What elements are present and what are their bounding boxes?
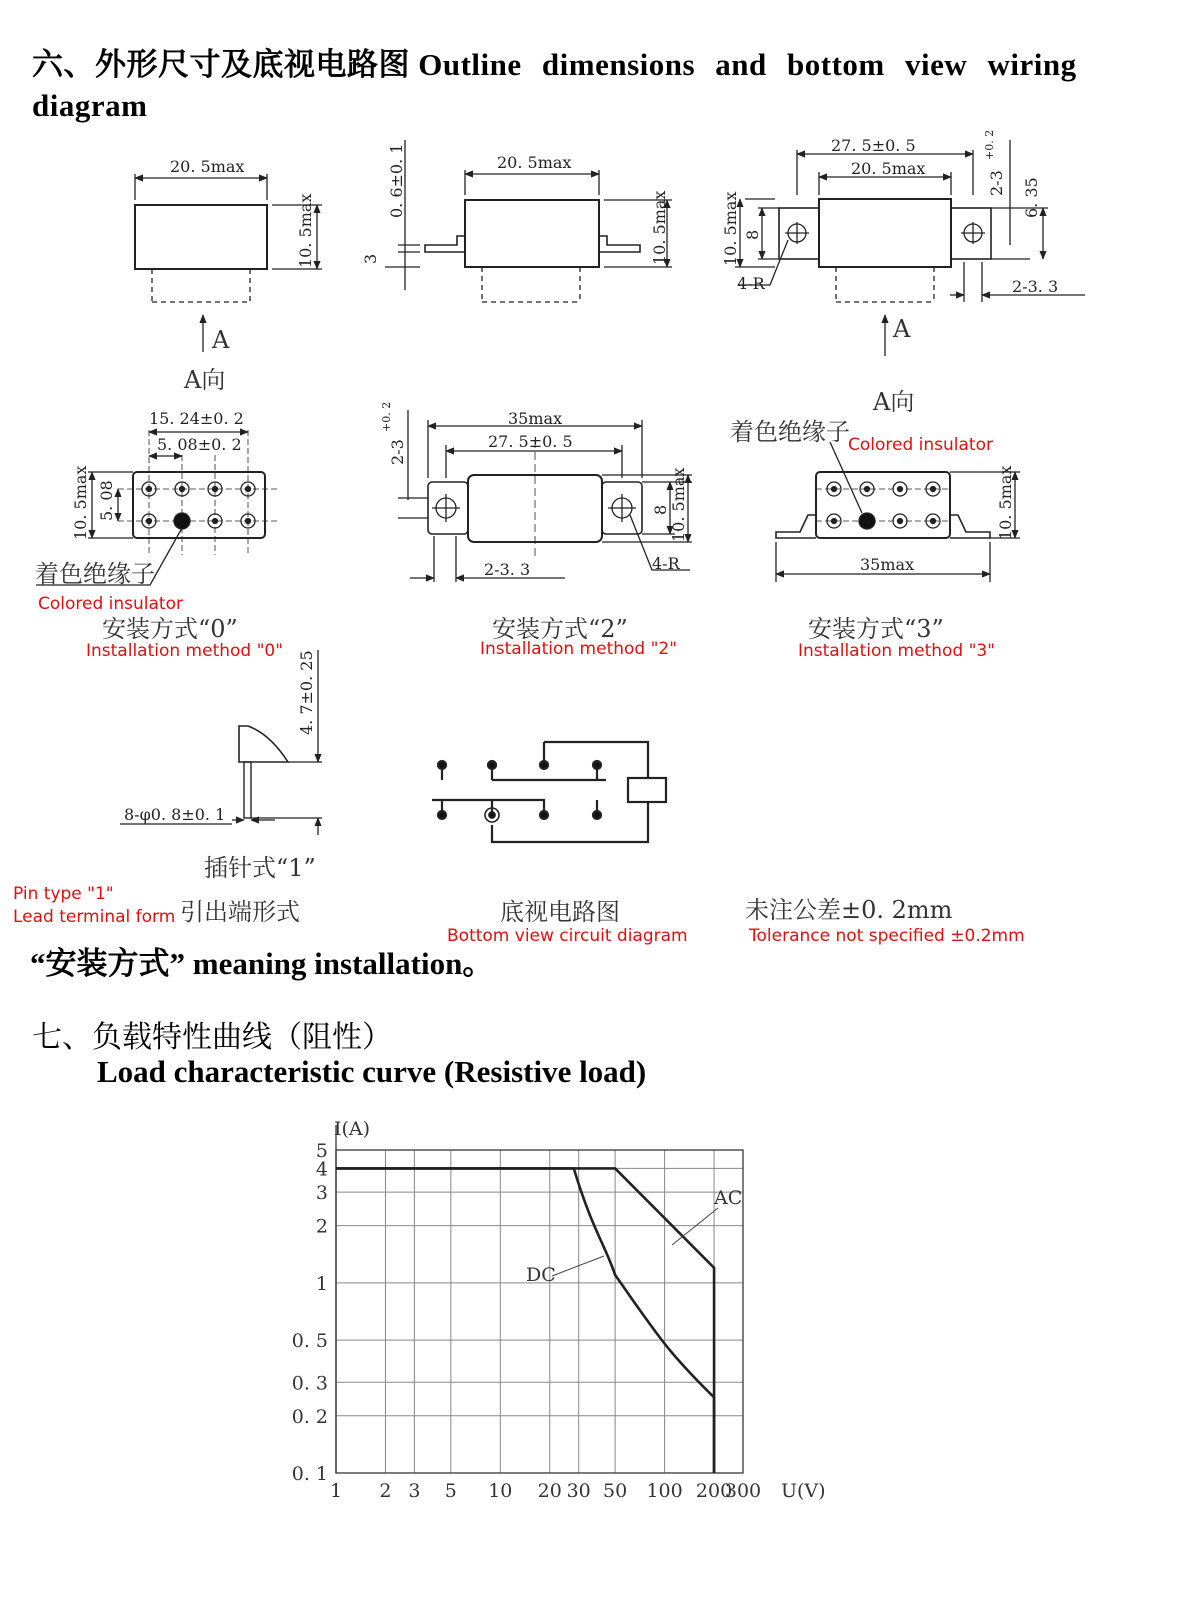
- method-2-label-cn: 安装方式“2”: [492, 615, 628, 643]
- circuit-label-cn: 底视电路图: [500, 898, 620, 926]
- dim-23-tol-label-2: +0. 2: [380, 401, 393, 432]
- tolerance-label-cn: 未注公差±0. 2mm: [745, 896, 953, 924]
- dim-4r-label-2: 4-R: [652, 554, 680, 573]
- x-tick-label: 20: [537, 1480, 562, 1502]
- method-2-label-en: Installation method "2": [480, 639, 678, 659]
- dim-233-label-2: 2-3. 3: [484, 560, 531, 579]
- x-tick-label: 3: [408, 1480, 421, 1502]
- dim-height-label-2: 10. 5max: [650, 190, 669, 265]
- dim-23-tol-label: +0. 2: [983, 129, 996, 160]
- y-tick-label: 0. 5: [291, 1330, 328, 1353]
- x-tick-label: 50: [603, 1480, 628, 1502]
- y-tick-label: 4: [315, 1158, 328, 1181]
- dim-23-label: 2-3: [987, 170, 1006, 196]
- x-tick-label: 200: [695, 1480, 733, 1502]
- dim-35-label: 35max: [508, 409, 563, 428]
- section-6-title-en: Outline dimensions and bottom view wiring diagram: [32, 47, 1077, 123]
- y-tick-label: 0. 3: [291, 1372, 328, 1395]
- pin-type-label-cn: 插针式“1”: [204, 854, 316, 882]
- circuit-diagram: [432, 742, 666, 842]
- x-tick-label: 5: [444, 1480, 457, 1502]
- section-7-title-cn: 七、负载特性曲线（阻性）: [32, 1020, 392, 1055]
- dim-center-label: 27. 5±0. 5: [831, 136, 916, 155]
- method-3-label-en: Installation method "3": [798, 641, 996, 661]
- pin-type-label-en: Pin type "1": [13, 884, 114, 904]
- colored-insulator-dot-3: [859, 513, 875, 529]
- method-3-label-cn: 安装方式“3”: [808, 615, 944, 643]
- dim-23-label-2: 2-3: [388, 439, 407, 465]
- dim-1524-label: 15. 24±0. 2: [149, 409, 244, 428]
- dim-35-label-3: 35max: [860, 555, 915, 574]
- y-tick-label: 0. 1: [291, 1463, 328, 1485]
- x-tick-label: 300: [724, 1480, 762, 1502]
- view-direction-label-3: A向: [873, 388, 915, 416]
- view-arrow-label-3: A: [893, 315, 911, 343]
- x-tick-label: 30: [566, 1480, 591, 1502]
- top-view-method-2: [380, 402, 692, 582]
- insulator-label-en-3: Colored insulator: [848, 435, 993, 455]
- top-view-flanges: [721, 130, 1085, 416]
- colored-insulator-dot: [174, 513, 190, 529]
- insulator-label-cn-3: 着色绝缘子: [730, 418, 850, 446]
- insulator-label-cn: 着色绝缘子: [35, 560, 155, 588]
- pin-type-drawing: [120, 650, 322, 835]
- lead-form-label-en: Lead terminal form: [13, 907, 176, 927]
- ac-leader: [672, 1208, 718, 1245]
- y-axis-label: I(A): [334, 1118, 371, 1140]
- bottom-view-method-3: [776, 442, 1020, 582]
- x-tick-label: 100: [646, 1480, 683, 1502]
- dim-pin-label: 8-φ0. 8±0. 1: [124, 805, 226, 824]
- dim-thickness-label: 0. 6±0. 1: [387, 143, 406, 218]
- lead-form-label-cn: 引出端形式: [180, 898, 300, 926]
- dim-width-label-2: 20. 5max: [497, 153, 572, 172]
- plot-frame: [336, 1150, 743, 1473]
- x-tick-label: 10: [488, 1480, 513, 1502]
- insulator-label-en: Colored insulator: [38, 594, 183, 614]
- x-tick-label: 1: [329, 1480, 343, 1502]
- y-tick-label: 1: [315, 1272, 328, 1295]
- dim-width-label: 20. 5max: [170, 157, 245, 176]
- view-arrow-label: A: [212, 326, 230, 354]
- y-tick-label: 3: [315, 1182, 328, 1205]
- series-dc-line: [336, 1168, 714, 1473]
- dim-4r-label: 4-R: [737, 274, 765, 293]
- series-dc-label: DC: [526, 1264, 556, 1286]
- bottom-view-method-0: [36, 409, 280, 585]
- dc-leader: [552, 1256, 604, 1276]
- series-ac-line: [336, 1168, 714, 1473]
- dim-8-label-2: 8: [651, 504, 670, 515]
- section-6-title-cn: 六、外形尺寸及底视电路图: [32, 47, 410, 82]
- dim-height-label-4: 10. 5max: [71, 465, 90, 540]
- installation-meaning-note: “安装方式” meaning installation。: [30, 946, 494, 981]
- y-tick-label: 5: [315, 1140, 328, 1162]
- dim-508a-label: 5. 08±0. 2: [157, 435, 242, 454]
- dim-233-label: 2-3. 3: [1012, 277, 1059, 296]
- dim-width-label-3: 20. 5max: [851, 159, 926, 178]
- dim-height-label: 10. 5max: [296, 193, 315, 268]
- dim-height-label-6: 10. 5max: [996, 465, 1015, 540]
- tolerance-label-en: Tolerance not specified ±0.2mm: [749, 926, 1025, 946]
- dim-635-label: 6. 35: [1022, 177, 1041, 218]
- dim-height-label-5: 10. 5max: [669, 467, 688, 542]
- load-curve-chart: [292, 1118, 826, 1502]
- method-0-label-en: Installation method "0": [86, 641, 284, 661]
- dim-8-label: 8: [743, 229, 762, 240]
- dim-275-label-2: 27. 5±0. 5: [488, 432, 573, 451]
- dim-47-label: 4. 7±0. 25: [297, 650, 316, 735]
- dim-3-label: 3: [361, 253, 380, 264]
- side-view-flange: [361, 140, 672, 302]
- method-0-label-cn: 安装方式“0”: [102, 615, 238, 643]
- x-axis-label: U(V): [781, 1480, 826, 1502]
- side-view-method-0: [135, 157, 322, 394]
- circuit-label-en: Bottom view circuit diagram: [447, 926, 688, 946]
- dim-508-label: 5. 08: [97, 480, 116, 521]
- section-7-title-en: Load characteristic curve (Resistive load): [97, 1054, 647, 1089]
- view-direction-label: A向: [184, 366, 226, 394]
- dim-height-label-3: 10. 5max: [721, 191, 740, 266]
- y-tick-label: 2: [315, 1215, 328, 1238]
- x-tick-label: 2: [379, 1480, 392, 1502]
- series-ac-label: AC: [714, 1187, 743, 1209]
- y-tick-label: 0. 2: [291, 1405, 328, 1428]
